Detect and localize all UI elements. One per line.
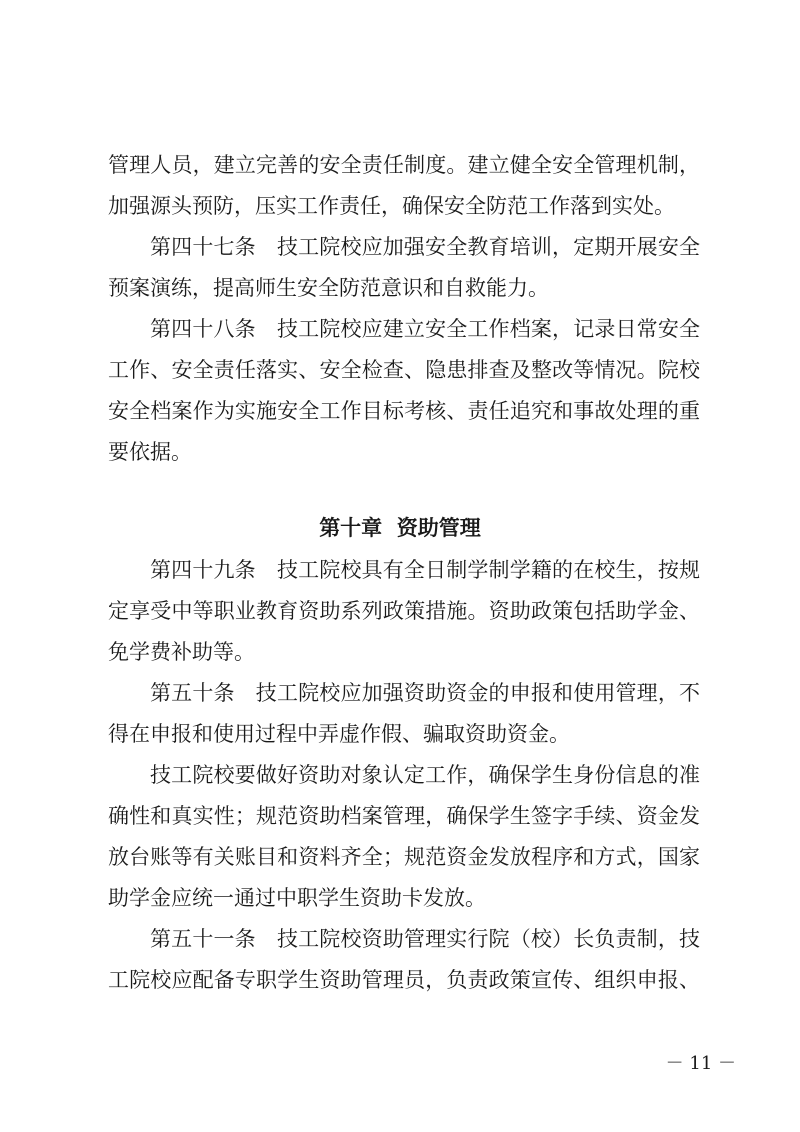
body-text-line: 确性和真实性；规范资助档案管理，确保学生签字手续、资金发	[108, 804, 700, 828]
body-text-line: 加强源头预防，压实工作责任，确保安全防范工作落到实处。	[108, 194, 675, 218]
body-text-line: 免学费补助等。	[108, 640, 255, 664]
body-text-line: 管理人员，建立完善的安全责任制度。建立健全安全管理机制，	[108, 153, 700, 177]
body-text-line: 得在申报和使用过程中弄虚作假、骗取资助资金。	[108, 722, 570, 746]
article-50-line: 第五十条 技工院校应加强资助资金的申报和使用管理，不	[150, 681, 700, 705]
body-text-line: 助学金应统一通过中职学生资助卡发放。	[108, 886, 486, 910]
article-49-line: 第四十九条 技工院校具有全日制学制学籍的在校生，按规	[150, 558, 700, 582]
article-48-line: 第四十八条 技工院校应建立安全工作档案，记录日常安全	[150, 317, 700, 341]
body-text-line: 技工院校要做好资助对象认定工作，确保学生身份信息的准	[150, 763, 700, 787]
chapter-heading: 第十章 资助管理	[319, 515, 481, 540]
page-number: － 11 －	[665, 1053, 736, 1074]
body-text-line: 要依据。	[108, 440, 192, 464]
body-text-line: 安全档案作为实施安全工作目标考核、责任追究和事故处理的重	[108, 399, 700, 423]
article-51-line: 第五十一条 技工院校资助管理实行院（校）长负责制，技	[150, 927, 700, 951]
body-text-line: 预案演练，提高师生安全防范意识和自救能力。	[108, 276, 549, 300]
body-text-line: 工作、安全责任落实、安全检查、隐患排查及整改等情况。院校	[108, 358, 700, 382]
body-text-line: 工院校应配备专职学生资助管理员，负责政策宣传、组织申报、	[108, 968, 700, 992]
article-47-line: 第四十七条 技工院校应加强安全教育培训，定期开展安全	[150, 235, 700, 259]
body-text-line: 定享受中等职业教育资助系列政策措施。资助政策包括助学金、	[108, 599, 700, 623]
body-text-line: 放台账等有关账目和资料齐全；规范资金发放程序和方式，国家	[108, 845, 700, 869]
